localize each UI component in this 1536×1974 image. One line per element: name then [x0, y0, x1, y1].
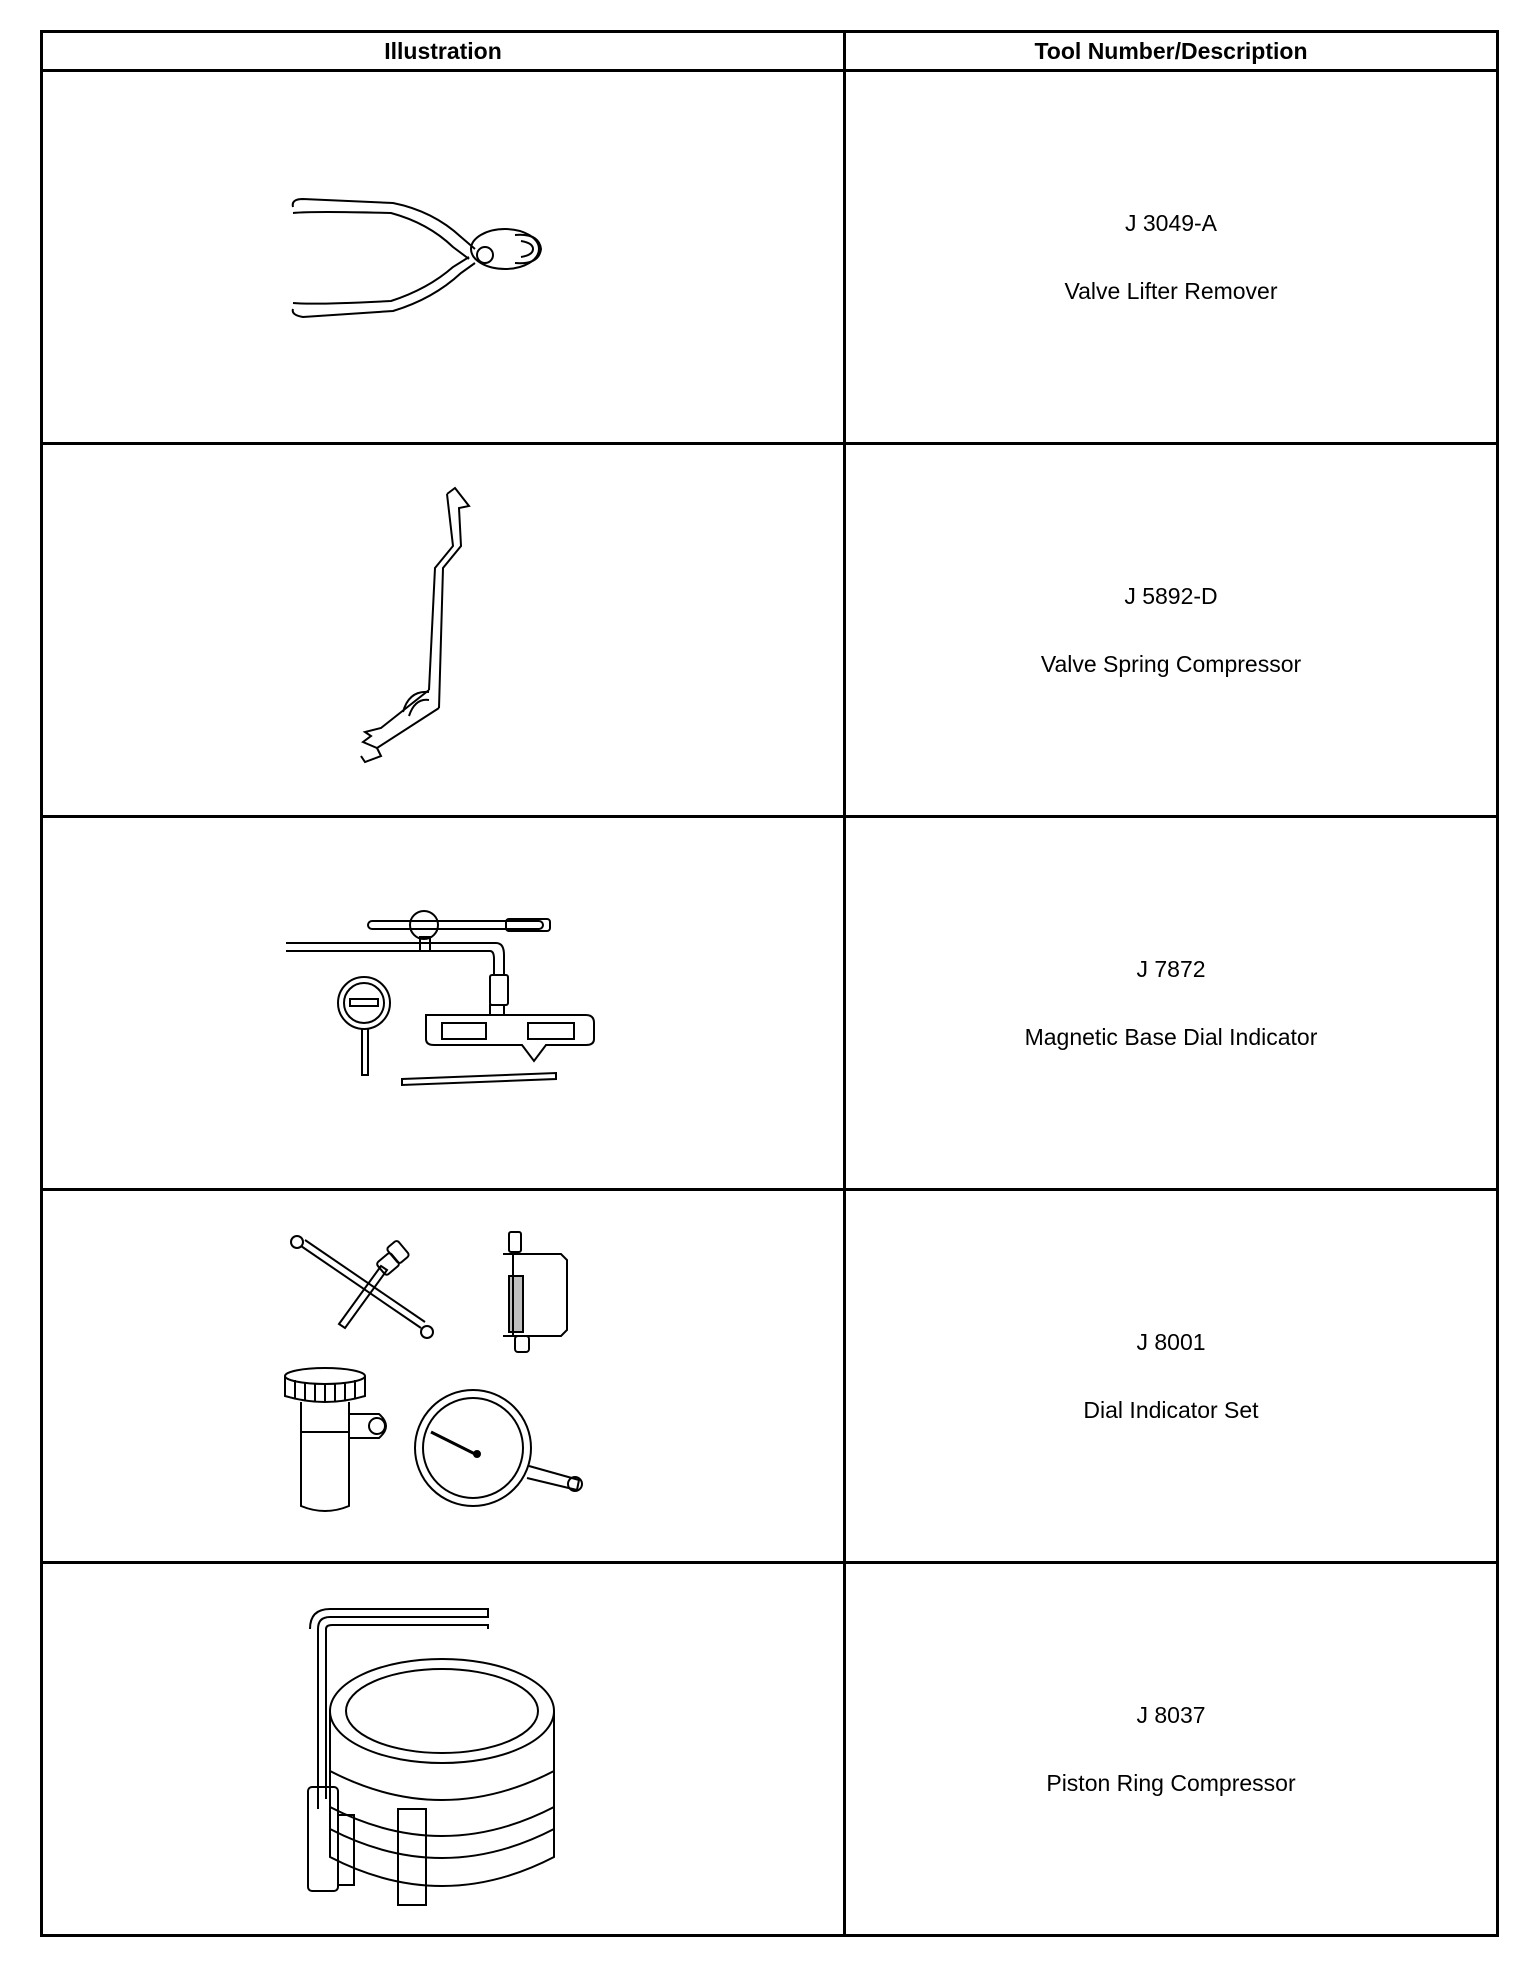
pliers-illustration: [283, 177, 603, 337]
tool-number: J 7872: [1136, 956, 1206, 982]
header-illustration: Illustration: [42, 32, 845, 71]
table-row: [42, 1563, 1498, 1936]
special-tools-table: [40, 30, 1499, 1937]
compressor-bar-illustration: [343, 480, 543, 780]
table-row: [42, 71, 1498, 444]
tool-description: Magnetic Base Dial Indicator: [1024, 1024, 1318, 1050]
illustration-cell: [42, 1190, 845, 1563]
ring-compressor-illustration: [298, 1589, 588, 1909]
illustration-cell: [42, 817, 845, 1190]
tool-description: Piston Ring Compressor: [1046, 1770, 1296, 1796]
tool-description: Dial Indicator Set: [1083, 1397, 1259, 1423]
tool-number: J 8037: [1136, 1702, 1206, 1728]
magnetic-base-illustration: [278, 903, 608, 1103]
header-row: [42, 32, 1498, 71]
illustration-cell: [42, 1563, 845, 1936]
tool-number: J 5892-D: [1124, 583, 1218, 609]
table-row: [42, 817, 1498, 1190]
tool-number: J 8001: [1136, 1329, 1206, 1355]
tool-number: J 3049-A: [1124, 210, 1218, 236]
description-cell: [845, 1563, 1498, 1936]
table-row: [42, 1190, 1498, 1563]
description-cell: [845, 71, 1498, 444]
dial-indicator-set-illustration: [283, 1226, 603, 1526]
header-tool-description: Tool Number/Description: [845, 32, 1498, 71]
description-cell: [845, 1190, 1498, 1563]
description-cell: [845, 817, 1498, 1190]
description-cell: [845, 444, 1498, 817]
tool-description: Valve Lifter Remover: [1064, 278, 1278, 304]
table-row: [42, 444, 1498, 817]
tool-description: Valve Spring Compressor: [1040, 651, 1302, 677]
illustration-cell: [42, 71, 845, 444]
illustration-cell: [42, 444, 845, 817]
